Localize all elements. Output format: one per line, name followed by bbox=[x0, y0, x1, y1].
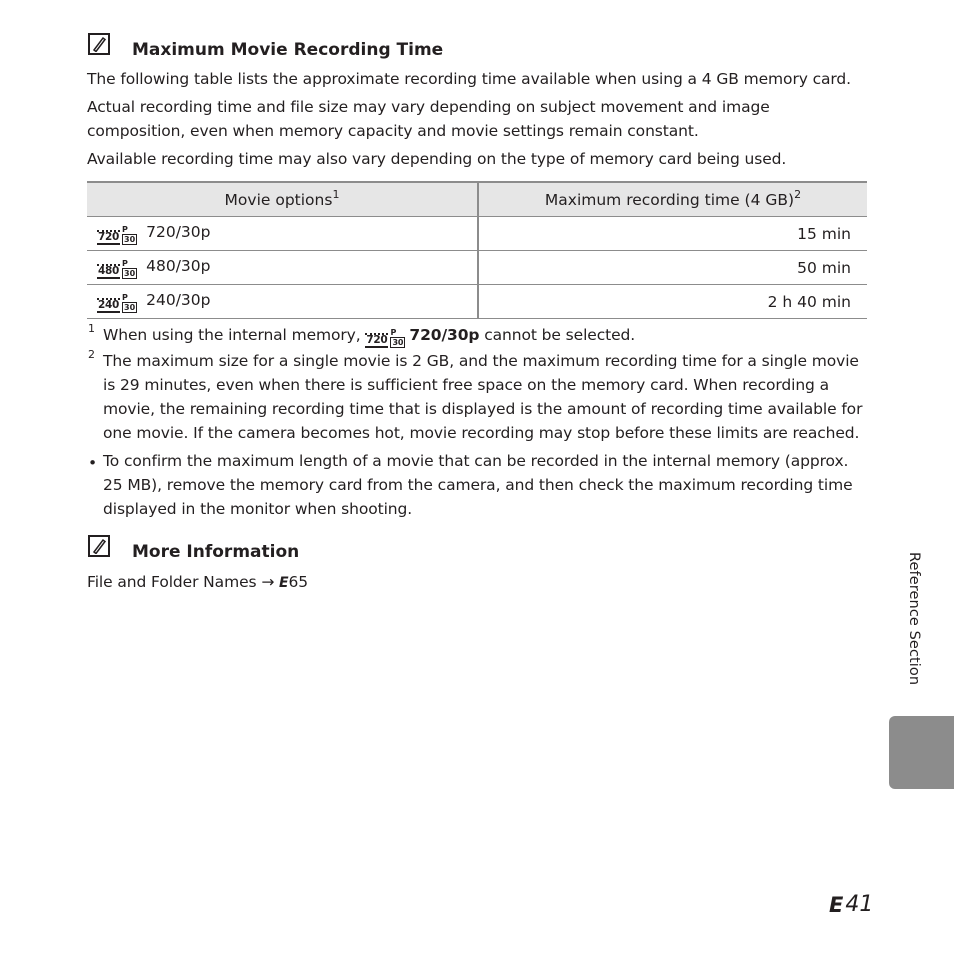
movie-option-label: 480/30p bbox=[146, 256, 211, 275]
table-header-row bbox=[87, 182, 867, 217]
footnote-2-line-1: The maximum size for a single movie is 2 GB, and the maximum recording time for a single movie bbox=[103, 352, 859, 370]
section-title-max-recording: Maximum Movie Recording Time bbox=[132, 40, 444, 60]
recording-time-cell: 2 h 40 min bbox=[478, 285, 867, 319]
section-title-more-information: More Information bbox=[132, 542, 300, 562]
intro-paragraph-2-line-1: Actual recording time and file size may vary depending on subject movement and image bbox=[87, 98, 770, 116]
bullet-line-2: 25 MB), remove the memory card from the camera, and then check the maximum recording time bbox=[103, 476, 853, 494]
footnote-1-text: When using the internal memory, 720 P 30 720/30p cannot be selected. bbox=[103, 326, 636, 347]
footnote-2-line-4: one movie. If the camera becomes hot, movie recording may stop before these limits are reached. bbox=[103, 424, 860, 442]
bullet-mark: • bbox=[88, 454, 98, 472]
reference-page: 65 bbox=[288, 573, 309, 591]
movie-option-cell bbox=[87, 251, 478, 285]
footnote-ref-1: 1 bbox=[332, 187, 340, 201]
table-row bbox=[87, 285, 867, 319]
movie-480-30p-icon: 480 P 30 bbox=[98, 258, 136, 278]
page-number bbox=[829, 893, 873, 917]
movie-720-30p-icon: 720 P 30 bbox=[98, 224, 136, 244]
sidebar-section-label: Reference Section bbox=[906, 552, 922, 686]
movie-240-30p-icon: 240 P 30 bbox=[98, 292, 136, 312]
note-pencil-icon bbox=[88, 33, 110, 55]
movie-option-cell bbox=[87, 217, 478, 251]
recording-time-cell: 50 min bbox=[478, 251, 867, 285]
cross-reference-link[interactable]: File and Folder Names → E65 bbox=[87, 573, 309, 591]
footnote-1-number: 1 bbox=[88, 322, 95, 335]
table-row bbox=[87, 217, 867, 251]
reference-section-e-icon: E bbox=[829, 893, 844, 917]
intro-paragraph-3: Available recording time may also vary depending on the type of memory card being used. bbox=[87, 150, 787, 168]
bullet-line-1: To confirm the maximum length of a movie that can be recorded in the internal memory (approx. bbox=[103, 452, 849, 470]
footnote-2-number: 2 bbox=[88, 348, 95, 361]
note-pencil-icon bbox=[88, 535, 110, 557]
movie-option-label: 240/30p bbox=[146, 290, 211, 309]
header-max-recording-time: Maximum recording time (4 GB)$^2$ bbox=[478, 182, 867, 217]
movie-option-cell bbox=[87, 285, 478, 319]
header-movie-options: Movie options$^1$ bbox=[87, 182, 478, 217]
movie-option-label: 720/30p bbox=[146, 222, 211, 241]
intro-paragraph-1: The following table lists the approximate recording time available when using a 4 GB memory card. bbox=[87, 70, 851, 88]
footnote-2-line-2: is 29 minutes, even when there is sufficient free space on the memory card. When recording a bbox=[103, 376, 830, 394]
page-number-value: 41 bbox=[845, 892, 874, 917]
sidebar-section-tab bbox=[889, 716, 954, 789]
movie-720-30p-icon: 720 P 30 bbox=[366, 328, 404, 347]
recording-time-table bbox=[87, 181, 867, 319]
footnote-2-line-3: movie, the remaining recording time that is displayed is the amount of recording time available for bbox=[103, 400, 863, 418]
table-row bbox=[87, 251, 867, 285]
arrow-right-icon: → bbox=[261, 573, 275, 591]
reference-section-e-icon: E bbox=[279, 575, 289, 591]
footnote-ref-2: 2 bbox=[794, 187, 802, 201]
recording-time-cell: 15 min bbox=[478, 217, 867, 251]
intro-paragraph-2-line-2: composition, even when memory capacity and movie settings remain constant. bbox=[87, 122, 699, 140]
bullet-line-3: displayed in the monitor when shooting. bbox=[103, 500, 413, 518]
